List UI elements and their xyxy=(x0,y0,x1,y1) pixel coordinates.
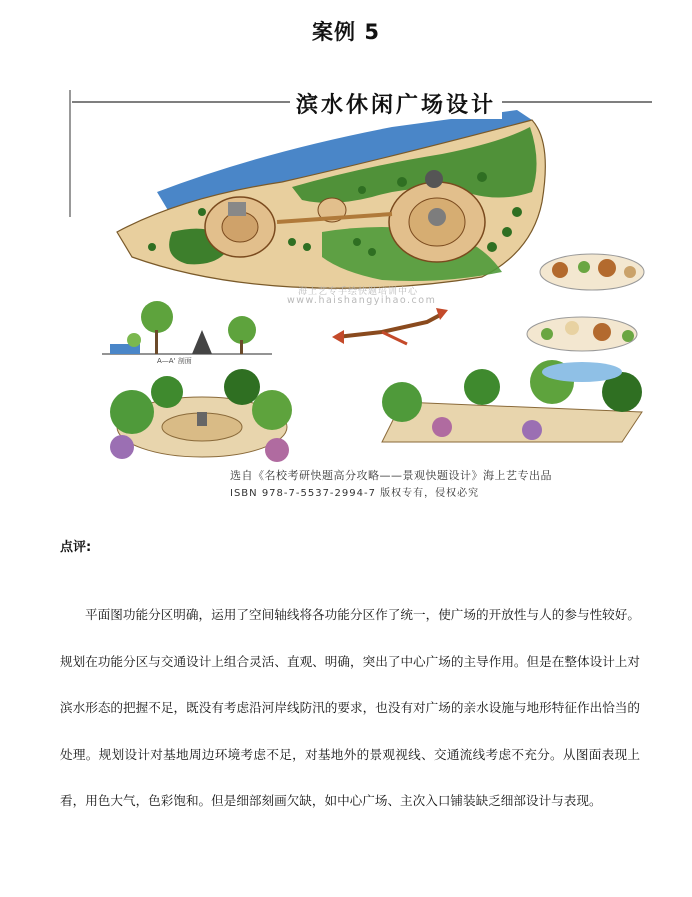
drawing-title: 滨水休闲广场设计 xyxy=(290,88,502,119)
master-plan xyxy=(117,110,545,288)
case-title: 案例 5 xyxy=(312,20,380,44)
section-label: A—A' 剖面 xyxy=(157,357,192,365)
isbn-note: ISBN 978-7-5537-2994-7 版权专有，侵权必究 xyxy=(230,488,480,499)
design-drawing xyxy=(62,82,662,502)
perspective-left xyxy=(110,369,292,462)
site-section xyxy=(102,301,272,354)
detail-plan-1 xyxy=(540,254,644,290)
review-text xyxy=(60,592,640,825)
detail-plan-2 xyxy=(527,317,637,351)
source-note: 选自《名校考研快题高分攻略——景观快题设计》海上艺专出品 xyxy=(230,469,552,482)
axis-diagram xyxy=(332,308,448,344)
watermark-text: 海上艺专手绘快题培训中心 xyxy=(298,287,419,297)
review-heading: 点评: xyxy=(60,540,92,555)
watermark-url: www.haishangyihao.com xyxy=(287,295,437,306)
perspective-right xyxy=(382,360,642,442)
review-paragraph: 平面图功能分区明确，运用了空间轴线将各功能分区作了统一，使广场的开放性与人的参与性较好。规划在功能分区与交通设计上组合灵活、直观、明确，突出了中心广场的主导作用。但是在整体设计上对滨水形态的把握不足，既没有考虑沿河岸线防汛的要求，也没有对广场的亲水设施与地形特征作出恰当的处理。规划设计对基地周边环境考虑不足，对基地外的景观视线、交通流线考虑不充分。从图面表现上看，用色大气，色彩饱和。但是细部刻画欠缺，如中心广场、主次入口铺装缺乏细部设计与表现。 xyxy=(60,607,640,808)
